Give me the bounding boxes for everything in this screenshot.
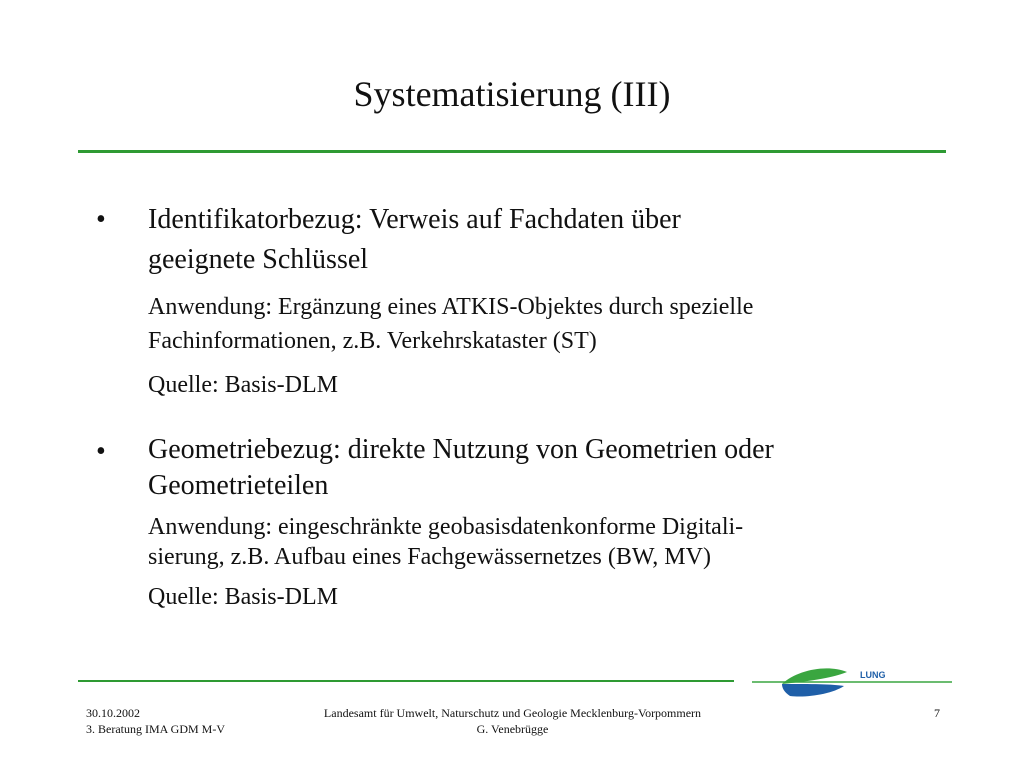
footer-divider [78, 680, 734, 682]
application-line: Fachinformationen, z.B. Verkehrskataster (ST) [148, 328, 597, 354]
footer-center [290, 705, 735, 737]
source-note: Quelle: Basis-DLM [148, 372, 338, 398]
slide-title: Systematisierung (III) [353, 74, 671, 114]
logo-leaf-bottom [782, 684, 844, 697]
application-line: Anwendung: Ergänzung eines ATKIS-Objektes durch spezielle [148, 294, 754, 320]
footer-meeting: 3. Beratung IMA GDM M-V [86, 722, 225, 736]
bullet-text-line: Geometriebezug: direkte Nutzung von Geometrien oder [148, 434, 774, 465]
footer-left [86, 705, 225, 737]
page-number: 7 [934, 706, 940, 720]
bullet-item [148, 200, 938, 280]
bullet-marker: • [96, 436, 106, 467]
title-divider [78, 150, 946, 153]
lung-logo [752, 662, 952, 702]
application-note [148, 512, 908, 572]
source-note: Quelle: Basis-DLM [148, 584, 338, 610]
bullet-marker: • [96, 204, 106, 235]
footer-author: G. Venebrügge [476, 722, 549, 736]
bullet-item [148, 432, 938, 504]
application-line: sierung, z.B. Aufbau eines Fachgewässernetzes (BW, MV) [148, 544, 711, 570]
application-line: Anwendung: eingeschränkte geobasisdatenkonforme Digitali- [148, 514, 744, 540]
bullet-text-line: Geometrieteilen [148, 470, 329, 501]
logo-text: LUNG [860, 670, 886, 680]
bullet-text-line: Identifikatorbezug: Verweis auf Fachdaten über [148, 204, 681, 235]
bullet-text-line: geeignete Schlüssel [148, 244, 369, 275]
footer-date: 30.10.2002 [86, 706, 140, 720]
footer-organization: Landesamt für Umwelt, Naturschutz und Geologie Mecklenburg-Vorpommern [323, 706, 702, 720]
application-note [148, 290, 908, 358]
